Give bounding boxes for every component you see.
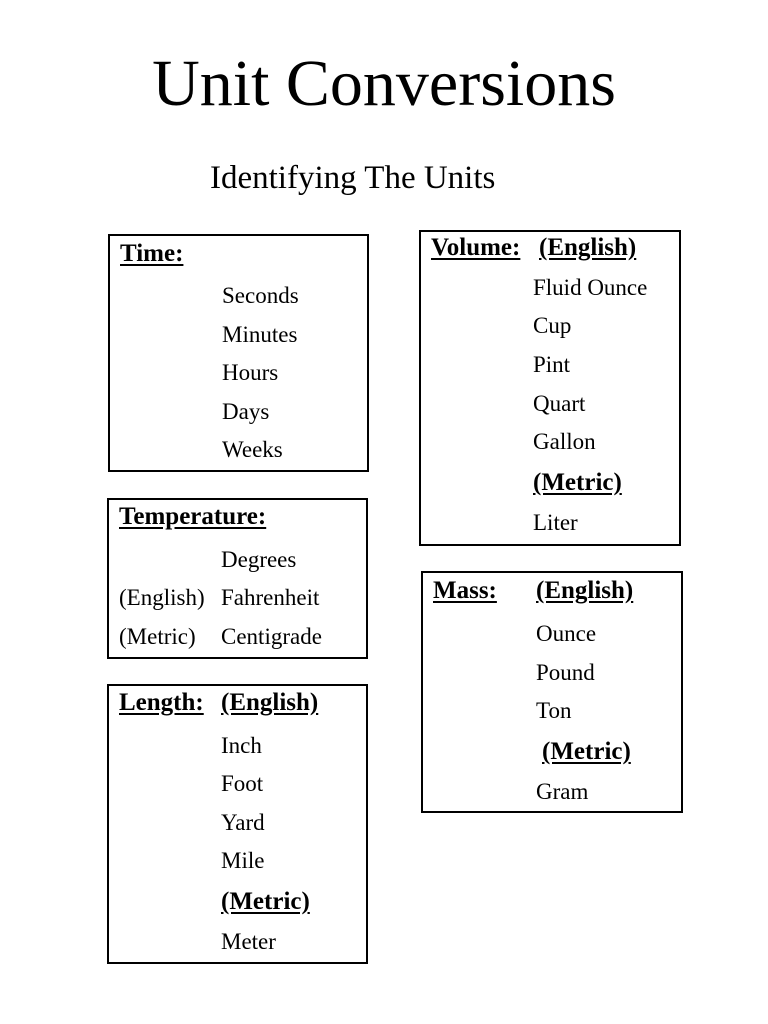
mass-metric-label: (Metric) <box>542 738 631 765</box>
volume-item: Quart <box>533 391 586 416</box>
time-item: Minutes <box>222 322 298 347</box>
mass-item: Gram <box>536 779 589 804</box>
volume-metric-label: (Metric) <box>533 469 622 496</box>
volume-item: Gallon <box>533 429 596 454</box>
temperature-box <box>107 498 368 659</box>
time-box <box>108 234 369 472</box>
mass-english-label: (English) <box>536 577 634 604</box>
length-box <box>107 684 368 964</box>
temperature-metric-label: (Metric) <box>119 624 196 649</box>
length-item: Mile <box>221 848 265 873</box>
mass-item: Ton <box>536 698 572 723</box>
mass-item: Pound <box>536 660 595 685</box>
length-item: Foot <box>221 771 264 796</box>
length-english-label: (English) <box>221 689 319 716</box>
time-heading: Time: <box>120 240 184 267</box>
length-item: Yard <box>221 810 265 835</box>
volume-item: Liter <box>533 510 578 535</box>
volume-item: Pint <box>533 352 571 377</box>
time-item: Days <box>222 399 270 424</box>
volume-box <box>419 230 681 546</box>
temperature-english-label: (English) <box>119 585 205 610</box>
mass-box <box>421 571 683 813</box>
time-item: Weeks <box>222 437 283 462</box>
volume-english-label: (English) <box>539 234 637 261</box>
temperature-metric-unit: Centigrade <box>221 624 322 649</box>
length-metric-label: (Metric) <box>221 888 310 915</box>
length-heading: Length: <box>119 689 204 716</box>
mass-heading: Mass: <box>433 577 497 604</box>
temperature-heading: Temperature: <box>119 503 267 530</box>
page-subtitle: Identifying The Units <box>210 160 496 196</box>
volume-item: Cup <box>533 313 572 338</box>
length-item: Inch <box>221 733 262 758</box>
temperature-english-unit: Fahrenheit <box>221 585 320 610</box>
volume-item: Fluid Ounce <box>533 275 648 300</box>
volume-heading: Volume: <box>431 234 521 261</box>
mass-item: Ounce <box>536 621 597 646</box>
page-title: Unit Conversions <box>152 47 616 120</box>
time-item: Hours <box>222 360 279 385</box>
time-item: Seconds <box>222 283 299 308</box>
length-item: Meter <box>221 929 276 954</box>
temperature-degrees: Degrees <box>221 547 297 572</box>
